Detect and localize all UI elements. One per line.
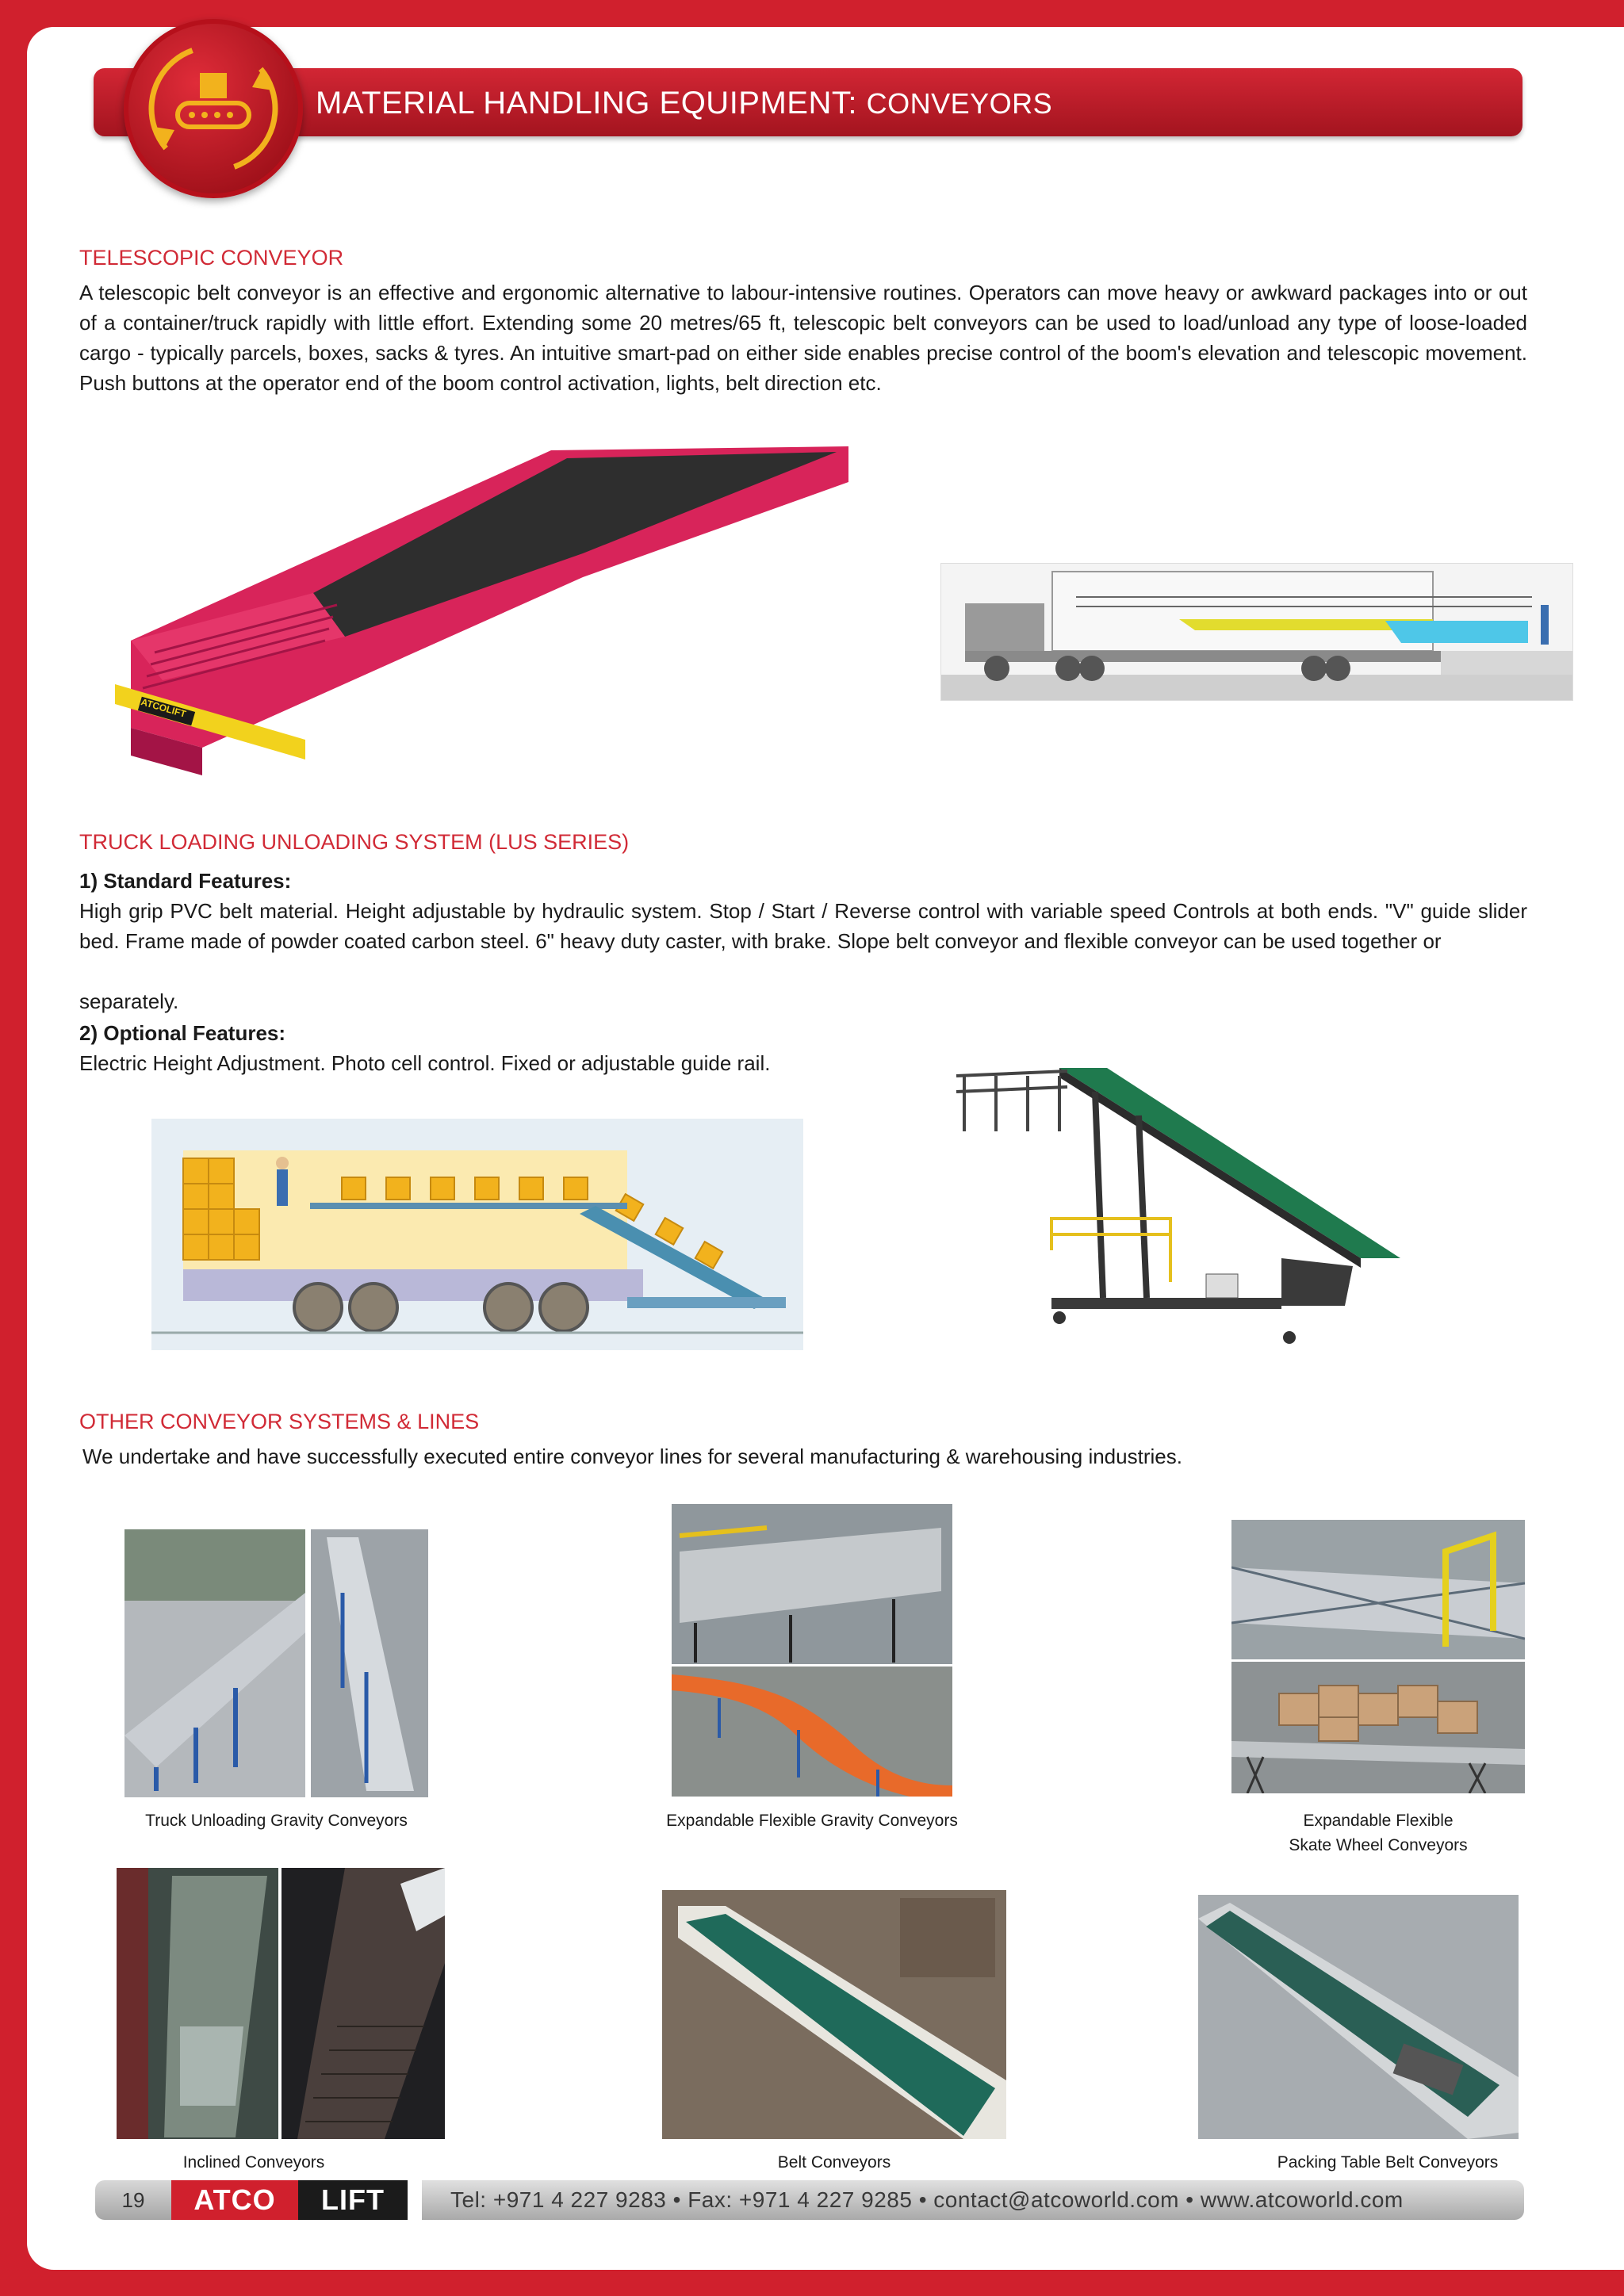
caption-skate-wheel-line-1: Expandable Flexible [1303, 1812, 1454, 1830]
brand-logo-part-atco: ATCO [171, 2180, 298, 2220]
caption-expandable-flexible-gravity-conveyors: Expandable Flexible Gravity Conveyors [666, 1812, 958, 1830]
expandable-flexible-gravity-conveyor-photo-2 [672, 1667, 952, 1797]
telescopic-conveyor-photo [107, 434, 852, 775]
caption-belt-conveyors: Belt Conveyors [777, 2153, 891, 2172]
other-systems-description: We undertake and have successfully executed entire conveyor lines for several manufacturing & warehousing industries. [82, 1445, 1182, 1468]
contact-info: Tel: +971 4 227 9283 • Fax: +971 4 227 9285 • contact@atcoworld.com • www.atcoworld.com [422, 2180, 1524, 2220]
standard-features-body: High grip PVC belt material. Height adjustable by hydraulic system. Stop / Start / Reverse control with variable speed Controls at both ends. "V" guide slider bed. Frame made of powder coated carbon steel. 6" heavy duty caster, with brake. Slope belt conveyor and flexible conveyor can be used together or [79, 899, 1527, 953]
lus-slope-conveyor-photo [948, 1060, 1408, 1353]
standard-features-title: 1) Standard Features: [79, 869, 292, 893]
packing-table-belt-conveyor-photo [1198, 1895, 1519, 2139]
optional-features-body: Electric Height Adjustment. Photo cell control. Fixed or adjustable guide rail. [79, 1051, 771, 1075]
optional-features-title: 2) Optional Features: [79, 1021, 286, 1045]
skate-wheel-conveyor-photo-2 [1231, 1662, 1525, 1793]
lus-truck-diagram [151, 1119, 803, 1350]
brand-logo-part-lift: LIFT [321, 2183, 385, 2216]
inclined-conveyor-photo-2 [282, 1868, 445, 2139]
belt-conveyor-photo [662, 1890, 1006, 2139]
atcolift-image-logo: ATCOLIFT [140, 696, 188, 720]
truck-unloading-gravity-conveyor-photo-2 [311, 1529, 428, 1797]
other-systems-heading: OTHER CONVEYOR SYSTEMS & LINES [79, 1410, 480, 1433]
caption-truck-unloading-gravity-conveyors: Truck Unloading Gravity Conveyors [145, 1812, 408, 1830]
footer-bar [95, 2180, 1524, 2220]
expandable-flexible-gravity-conveyor-photo-1 [672, 1504, 952, 1664]
caption-skate-wheel-line-2: Skate Wheel Conveyors [1289, 1836, 1468, 1854]
page-title: MATERIAL HANDLING EQUIPMENT: CONVEYORS [316, 86, 1053, 121]
lus-heading: TRUCK LOADING UNLOADING SYSTEM (LUS SERIES) [79, 830, 630, 854]
caption-packing-table-belt-conveyors: Packing Table Belt Conveyors [1277, 2153, 1499, 2172]
skate-wheel-conveyor-photo-1 [1231, 1520, 1525, 1659]
telescopic-heading: TELESCOPIC CONVEYOR [79, 246, 344, 270]
truck-unloading-gravity-conveyor-photo-1 [124, 1529, 305, 1797]
conveyor-box-cycle-icon [124, 19, 303, 198]
inclined-conveyor-photo-1 [117, 1868, 278, 2139]
standard-features-body-continued: separately. [79, 989, 179, 1013]
caption-inclined-conveyors: Inclined Conveyors [182, 2153, 325, 2172]
truck-loading-diagram [940, 563, 1573, 701]
telescopic-description: A telescopic belt conveyor is an effective and ergonomic alternative to labour-intensive routines. Operators can move heavy or awkward packages into or out of a container/truck rapidly with little effort. Extending some 20 metres/65 ft, telescopic belt conveyors can be used to load/unload any type of loose-loaded cargo - typically parcels, boxes, sacks & tyres. An intuitive smart-pad on either side enables precise control of the boom's elevation and telescopic movement. Push buttons at the operator end of the boom control activation, lights, belt direction etc. [79, 281, 1527, 395]
atcolift-logo [171, 2180, 408, 2220]
page-number: 19 [95, 2180, 171, 2220]
